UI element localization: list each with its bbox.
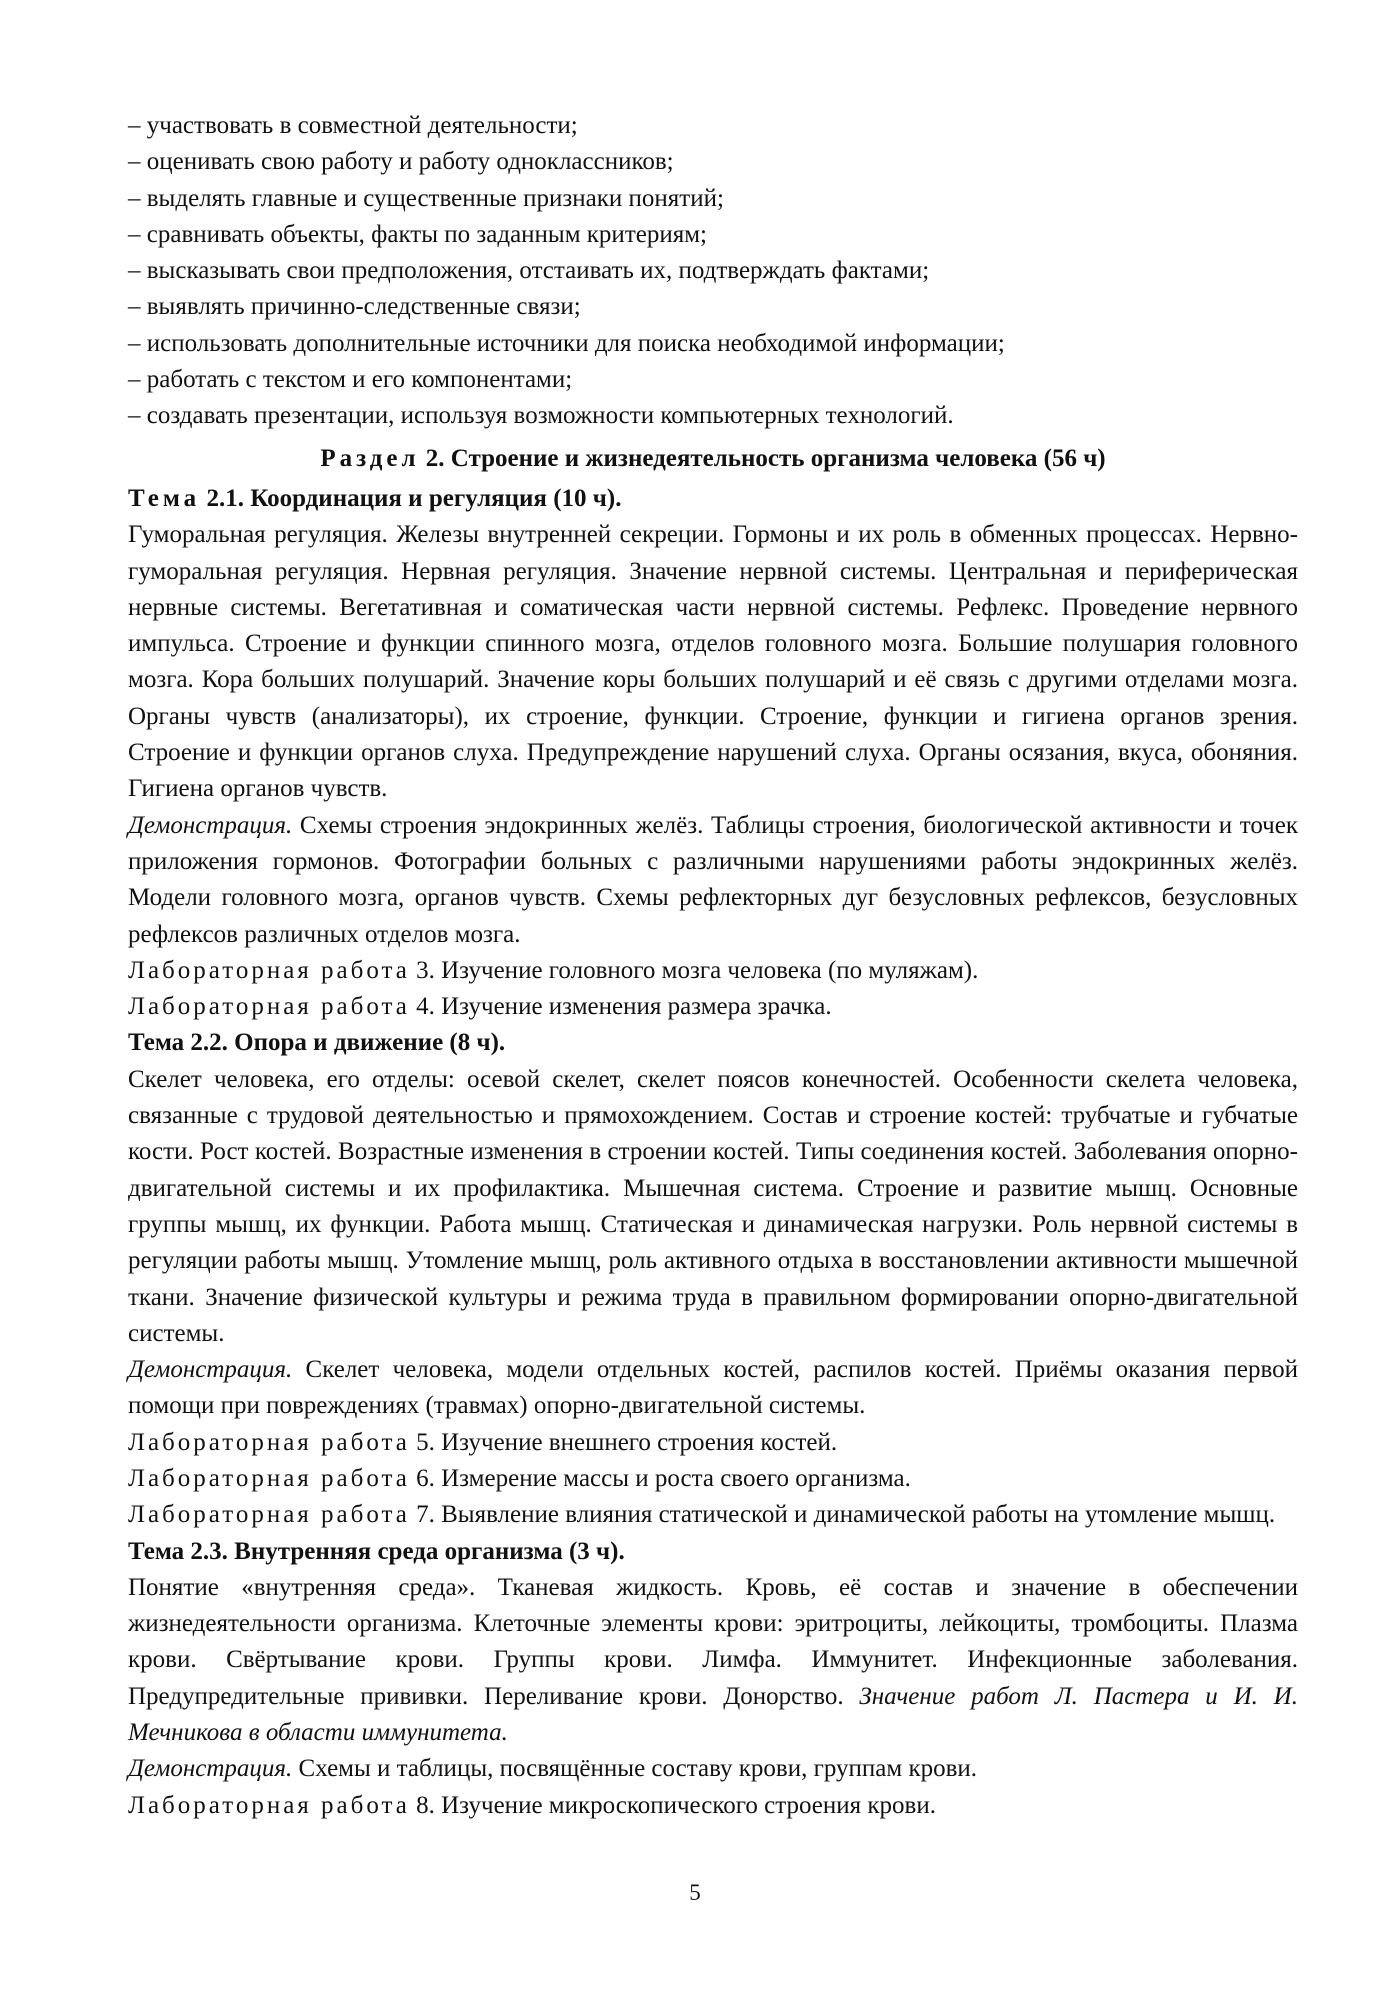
bullet-item: – выявлять причинно-следственные связи; (128, 293, 581, 321)
lab-item (128, 989, 1298, 1025)
lab-text: 8. Изучение микроскопического строения крови. (409, 1791, 936, 1819)
lab-label: Лабораторная работа (128, 1464, 410, 1492)
demo-text: Схемы и таблицы, посвящённые составу крови, группам крови. (292, 1755, 978, 1783)
bullet-item: – использовать дополнительные источники для поиска необходимой информации; (128, 329, 1005, 357)
lab-text: 7. Выявление влияния статической и динамической работы на утомление мышц. (409, 1501, 1276, 1529)
lab-text: 6. Измерение массы и роста своего организма. (409, 1464, 911, 1492)
lab-label: Лабораторная работа (128, 1791, 410, 1819)
lab-text: 3. Изучение головного мозга человека (по муляжам). (409, 956, 979, 984)
tema-2-3-body (128, 1570, 1298, 1751)
demo-label: Демонстрация. (128, 1755, 293, 1783)
tema-2-3-heading: Тема 2.3. Внутренняя среда организма (3 ч). (128, 1537, 625, 1565)
demo-text: Схемы строения эндокринных желёз. Таблицы строения, биологической активности и точек приложения гормонов. Фотографии больных с различными нарушениями работы эндокринных желёз. Модели головного мозга, органов чувств. Схемы рефлекторных дуг безусловных рефлексов, безусловных рефлексов различных отделов мозга. (128, 811, 1298, 948)
section-heading (128, 441, 1298, 477)
demo-text: Скелет человека, модели отдельных костей, распилов костей. Приёмы оказания первой помощи при повреждениях (травмах) опорно-двигательной системы. (128, 1356, 1298, 1420)
tema-2-1-demo (128, 808, 1298, 953)
lab-item (128, 1425, 1298, 1461)
lab-item (128, 1461, 1298, 1497)
bullet-item: – сравнивать объекты, факты по заданным критериям; (128, 220, 707, 248)
section-title: 2. Строение и жизнедеятельность организма человека (56 ч) (419, 444, 1106, 472)
tema-2-3-demo (128, 1751, 1298, 1787)
page-number: 5 (689, 1880, 701, 1905)
lab-label: Лабораторная работа (128, 1501, 410, 1529)
demo-label: Демонстрация. (128, 1356, 293, 1384)
lab-item (128, 1497, 1298, 1533)
lab-label: Лабораторная работа (128, 956, 410, 984)
tema-2-2-body: Скелет человека, его отделы: осевой скелет, скелет поясов конечностей. Особенности скелета человека, связанные с трудовой деятельностью и прямохождением. Состав и строение костей: трубчатые и губчатые кости. Рост костей. Возрастные изменения в строении костей. Типы соединения костей. Заболевания опорно-двигательной системы и их профилактика. Мышечная система. Строение и развитие мышц. Основные группы мышц, их функции. Работа мышц. Статическая и динамическая нагрузки. Роль нервной системы в регуляции работы мышц. Утомление мышц, роль активного отдыха в восстановлении активности мышечной ткани. Значение физической культуры и режима труда в правильном формировании опорно-двигательной системы. (128, 1065, 1298, 1347)
bullet-item: – оценивать свою работу и работу одноклассников; (128, 148, 674, 176)
tema-2-1-body: Гуморальная регуляция. Железы внутренней секреции. Гормоны и их роль в обменных процессах. Нервно-гуморальная регуляция. Нервная регуляция. Значение нервной системы. Центральная и периферическая нервные системы. Вегетативная и соматическая части нервной системы. Рефлекс. Проведение нервного импульса. Строение и функции спинного мозга, отделов головного мозга. Большие полушария головного мозга. Кора больших полушарий. Значение коры больших полушарий и её связь с другими отделами мозга. Органы чувств (анализаторы), их строение, функции. Строение, функции и гигиена органов зрения. Строение и функции органов слуха. Предупреждение нарушений слуха. Органы осязания, вкуса, обоняния. Гигиена органов чувств. (128, 521, 1298, 803)
lab-label: Лабораторная работа (128, 993, 410, 1021)
tema-title: 2.1. Координация и регуляция (10 ч). (200, 484, 622, 512)
tema-2-1-heading (128, 481, 1298, 517)
body-text: Понятие «внутренняя среда». Тканевая жидкость. Кровь, её состав и значение в обеспечении жизнедеятельности организма. Клеточные элементы крови: эритроциты, лейкоциты, тромбоциты. Плазма крови. Свёртывание крови. Группы крови. Лимфа. Иммунитет. Инфекционные заболевания. Предупредительные прививки. Переливание крови. Донорство. (128, 1573, 1298, 1710)
bullet-item: – участвовать в совместной деятельности; (128, 112, 578, 139)
tema-2-2-demo (128, 1352, 1298, 1425)
tema-label: Тема (128, 484, 201, 512)
bullet-item: – работать с текстом и его компонентами; (128, 366, 573, 394)
skills-bullet-list (128, 108, 1298, 435)
body-italic-text: Значение работ Л. Пастера и И. И. Мечникова в области иммунитета. (128, 1682, 1298, 1747)
section-label: Раздел (320, 444, 420, 472)
lab-text: 5. Изучение внешнего строения костей. (409, 1428, 838, 1456)
lab-text: 4. Изучение изменения размера зрачка. (409, 993, 832, 1021)
lab-label: Лабораторная работа (128, 1428, 410, 1456)
demo-label: Демонстрация. (128, 811, 293, 839)
page-content (128, 108, 1298, 1824)
tema-2-2-heading: Тема 2.2. Опора и движение (8 ч). (128, 1029, 506, 1057)
bullet-item: – высказывать свои предположения, отстаивать их, подтверждать фактами; (128, 257, 930, 285)
lab-item (128, 1788, 1298, 1824)
bullet-item: – создавать презентации, используя возможности компьютерных технологий. (128, 402, 954, 430)
lab-item (128, 953, 1298, 989)
bullet-item: – выделять главные и существенные признаки понятий; (128, 184, 724, 212)
